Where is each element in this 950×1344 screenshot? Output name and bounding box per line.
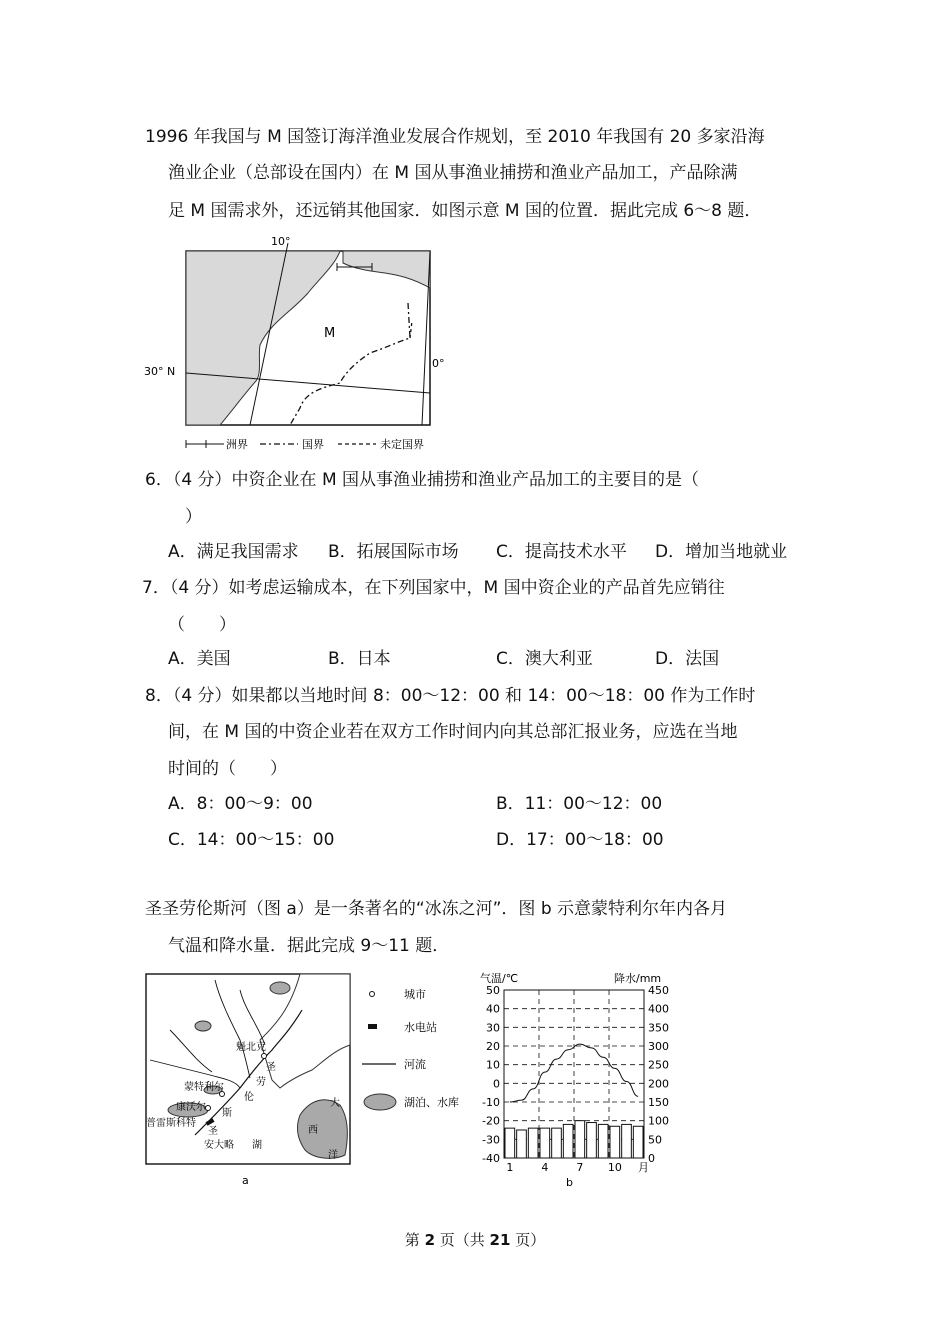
chart-tick-left: 20 [486, 1040, 500, 1053]
map1-legend-continent: 洲界 [226, 438, 248, 451]
chart-tick-left: 50 [486, 984, 500, 997]
chart-tick-right: 250 [648, 1058, 669, 1072]
q7-option-a: A．美国 [168, 649, 231, 669]
footer-middle: 页（共 [435, 1231, 490, 1249]
chart-tick-x: 4 [541, 1161, 549, 1174]
chart-tick-left: 10 [486, 1058, 500, 1072]
map1-lon-label: 10° [271, 235, 291, 248]
chart-tick-left: 0 [493, 1077, 500, 1091]
map2-caption: a [242, 1174, 249, 1187]
chart-tick-right: 400 [648, 1002, 669, 1016]
chart-precip-bar [563, 1124, 573, 1158]
map2-label-ontario: 安大略 [204, 1140, 234, 1151]
chart-precip-bar [517, 1130, 527, 1158]
chart-tick-right: 150 [648, 1096, 669, 1109]
chart-tick-right: 300 [648, 1040, 669, 1053]
q8-option-c: C．14：00～15：00 [168, 830, 335, 850]
chart-tick-left: -40 [482, 1152, 500, 1165]
chart-precip-bar [587, 1123, 597, 1158]
q8-option-b: B．11：00～12：00 [496, 794, 663, 814]
chart-tick-right: 100 [648, 1114, 669, 1128]
map2-label-da: 大 [330, 1098, 340, 1109]
footer-total-pages: 21 [489, 1231, 511, 1249]
chart-tick-left: -30 [482, 1133, 500, 1147]
q6-option-b: B．拓展国际市场 [328, 542, 459, 562]
chart-xlabel: 月 [638, 1161, 649, 1174]
q6-stem-2: ） [185, 507, 202, 527]
chart-precip-bar [505, 1128, 515, 1158]
footer-prefix: 第 [404, 1231, 425, 1249]
q8-option-a: A．8：00～9：00 [168, 794, 313, 814]
map1-legend-undetermined: 未定国界 [380, 438, 424, 451]
map-st-lawrence [140, 970, 475, 1190]
page-footer [0, 1229, 950, 1250]
chart-precip-bar [622, 1124, 632, 1158]
q8-stem-2: 间，在 M 国的中资企业若在双方工作时间内向其总部汇报业务，应选在当地 [168, 722, 738, 742]
map2-label-lun: 伦 [244, 1092, 254, 1103]
chart-tick-left: 30 [486, 1021, 500, 1035]
map1-legend-border: 国界 [302, 438, 324, 451]
chart-tick-right: 50 [648, 1133, 662, 1147]
q7-stem-1: 7．（4 分）如考虑运输成本，在下列国家中，M 国中资企业的产品首先应销往 [142, 578, 725, 598]
intro1-line-2: 渔业企业（总部设在国内）在 M 国从事渔业捕捞和渔业产品加工，产品除满 [168, 163, 738, 183]
q6-option-c: C．提高技术水平 [496, 542, 627, 562]
map2-label-si: 斯 [222, 1108, 232, 1119]
q6-option-a: A．满足我国需求 [168, 542, 299, 562]
chart-tick-x: 1 [506, 1161, 514, 1174]
map-m-country [140, 233, 445, 455]
chart-precip-bar [552, 1128, 562, 1158]
map1-lat-label: 30° N [144, 365, 176, 378]
chart-tick-right: 0 [648, 1152, 655, 1165]
footer-suffix: 页） [510, 1231, 546, 1249]
chart-ylabel-right: 降水/mm [614, 972, 662, 985]
map2-label-cornwall: 康沃尔 [176, 1102, 206, 1113]
chart-tick-right: 200 [648, 1077, 669, 1091]
chart-tick-right: 350 [648, 1021, 669, 1035]
map1-zero-label: 0° [432, 357, 445, 370]
intro1-line-3: 足 M 国需求外，还远销其他国家．如图示意 M 国的位置．据此完成 6～8 题． [168, 201, 762, 221]
intro2-line-1: 圣圣劳伦斯河（图 a）是一条著名的“冰冻之河”．图 b 示意蒙特利尔年内各月 [145, 899, 728, 919]
chart-tick-x: 7 [576, 1161, 584, 1174]
q8-option-d: D．17：00～18：00 [496, 830, 664, 850]
climate-chart [474, 968, 684, 1193]
q7-stem-2: （ ） [168, 615, 236, 635]
q7-option-c: C．澳大利亚 [496, 649, 593, 669]
q7-option-b: B．日本 [328, 649, 391, 669]
map2-label-sheng: 圣 [266, 1062, 276, 1073]
chart-precip-bar [540, 1128, 550, 1158]
chart-tick-left: -20 [482, 1114, 500, 1128]
chart-caption: b [566, 1176, 573, 1189]
map2-legend-river: 河流 [404, 1058, 426, 1071]
map2-label-quebec: 魁北克 [236, 1042, 266, 1053]
map2-label-prescott: 普雷斯科特 [146, 1118, 196, 1129]
intro2-line-2: 气温和降水量．据此完成 9～11 题． [168, 936, 450, 956]
chart-precip-bar [633, 1126, 643, 1158]
map2-label-hu: 湖 [252, 1140, 262, 1151]
chart-tick-left: -10 [482, 1096, 500, 1109]
map1-country-label: M [324, 326, 336, 341]
chart-precip-bar [575, 1121, 585, 1158]
intro1-line-1: 1996 年我国与 M 国签订海洋渔业发展合作规划，至 2010 年我国有 20 多家沿海 [145, 127, 765, 147]
q7-option-d: D．法国 [655, 649, 720, 669]
footer-page-number: 2 [424, 1231, 435, 1249]
map2-label-lao: 劳 [256, 1077, 266, 1088]
chart-tick-x: 10 [607, 1161, 622, 1174]
map2-label-montreal: 蒙特利尔 [184, 1082, 224, 1093]
chart-precip-bar [610, 1126, 620, 1158]
chart-ylabel-left: 气温/℃ [480, 972, 519, 985]
map2-legend-city: 城市 [404, 988, 426, 1001]
chart-precip-bar [528, 1128, 538, 1158]
map2-legend-lake: 湖泊、水库 [404, 1096, 459, 1109]
chart-precip-bar [598, 1124, 608, 1158]
chart-tick-left: 40 [486, 1002, 500, 1016]
q6-stem-1: 6．（4 分）中资企业在 M 国从事渔业捕捞和渔业产品加工的主要目的是（ [145, 470, 700, 490]
chart-tick-right: 450 [648, 984, 669, 997]
map2-label-yang: 洋 [328, 1150, 338, 1161]
q6-option-d: D．增加当地就业 [655, 542, 788, 562]
map2-label-sheng-2: 圣 [208, 1126, 218, 1137]
map2-label-xi: 西 [308, 1125, 318, 1136]
map2-legend-hydro: 水电站 [404, 1021, 437, 1034]
q8-stem-1: 8．（4 分）如果都以当地时间 8：00～12：00 和 14：00～18：00 作为工作时 [145, 686, 756, 706]
q8-stem-3: 时间的（ ） [168, 759, 287, 779]
